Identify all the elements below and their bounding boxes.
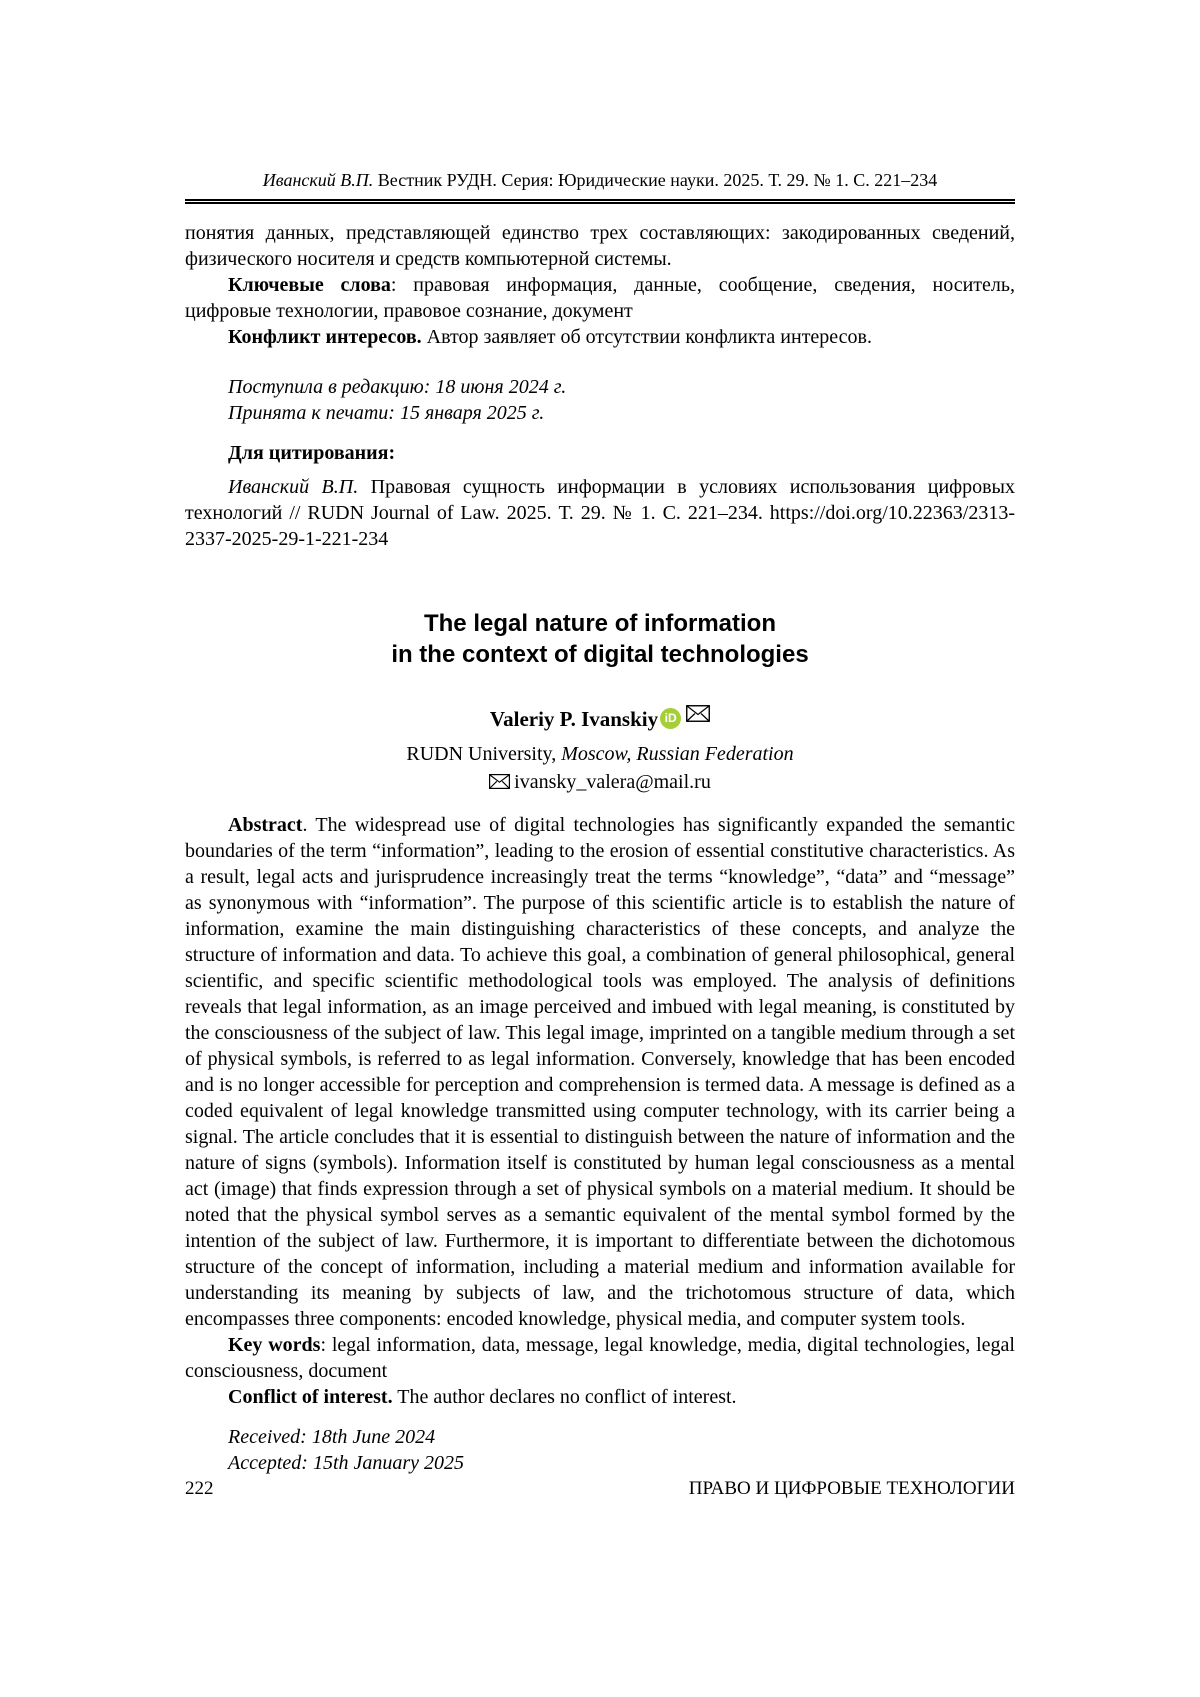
page-footer [185,1478,1015,1500]
citation-text: Правовая сущность информации в условиях использования цифровых технологий // RUDN Journal of Law. 2025. Т. 29. № 1. С. 221–234. https://doi.org/10.22363/2313-2337-2025-29-1-221-234 [185,476,1015,550]
received-en: Received: 18th June 2024 [228,1426,436,1448]
page-content [185,0,1015,1476]
orcid-icon[interactable]: iD [660,708,681,729]
author-name: Valeriy P. Ivanskiy [489,707,659,731]
email-line [185,771,1015,795]
received-ru: Поступила в редакцию: 18 июня 2024 г. [228,376,567,398]
header-rule [185,199,1015,204]
accepted-ru: Принята к печати: 15 января 2025 г. [228,402,545,424]
conflict-en-label: Conflict of interest. [228,1386,393,1408]
author-email-icon[interactable] [686,703,710,728]
conflict-ru-label: Конфликт интересов. [228,326,422,348]
article-title-line2: in the context of digital technologies [391,641,809,668]
email-address[interactable]: ivansky_valera@mail.ru [514,771,711,793]
accepted-en: Accepted: 15th January 2025 [228,1452,465,1474]
abstract-en [185,812,1015,1332]
abstract-ru-continuation: понятия данных, представляющей единство трех составляющих: закодированных сведений, физического носителя и средств компьютерной системы. [185,222,1015,270]
email-icon[interactable] [489,772,510,795]
affiliation-university: RUDN University, [406,743,562,765]
keywords-ru-text: : правовая информация, данные, сообщение, сведения, носитель, цифровые технологии, правовое сознание, документ [185,274,1016,322]
abstract-text: . The widespread use of digital technologies has significantly expanded the semantic boundaries of the term “information”, leading to the erosion of essential constitutive characteristics. As a result, legal acts and jurisprudence increasingly treat the terms “knowledge”, “data” and “message” as synonymous with “information”. The purpose of this scientific article is to establish the nature of information, examine the main distinguishing characteristics of these concepts, and analyze the structure of information and data. To achieve this goal, a combination of general philosophical, general scientific, and specific scientific methodological tools was employed. The analysis of definitions reveals that legal information, as an image perceived and imbued with legal meaning, is constituted by the consciousness of the subject of law. This legal image, imprinted on a tangible medium through a set of physical symbols, is referred to as legal information. Conversely, knowledge that has been encoded and is no longer accessible for perception and comprehension is termed data. A message is defined as a coded equivalent of legal knowledge transmitted using computer technology, with its carrier being a signal. The article concludes that it is essential to distinguish between the nature of information and the nature of signs (symbols). Information itself is constituted by human legal consciousness as a mental act (image) that finds expression through a set of physical symbols on a material medium. It should be noted that the physical symbol serves as a semantic equivalent of the mental symbol formed by the intention of the subject of law. Furthermore, it is important to differentiate between the dichotomous structure of the concept of information, including a material medium and information available for understanding its meaning by subjects of law, and the trichotomous structure of data, which encompasses three components: encoded knowledge, physical media, and computer system tools. [185,814,1015,1330]
running-head-citation: Вестник РУДН. Серия: Юридические науки. 2025. Т. 29. № 1. С. 221–234 [373,170,938,190]
keywords-ru [185,272,1015,324]
citation-paragraph [185,474,1015,552]
affiliation [185,743,1015,766]
citation-heading: Для цитирования: [228,442,396,464]
article-title [185,608,1015,670]
citation-author: Иванский В.П. [228,476,359,498]
running-head-author: Иванский В.П. [262,170,374,190]
conflict-ru [185,324,1015,350]
keywords-en-text: : legal information, data, message, legal knowledge, media, digital technologies, legal consciousness, document [185,1334,1015,1382]
affiliation-location: Moscow, Russian Federation [561,743,794,765]
page-number: 222 [185,1478,214,1499]
conflict-ru-text: Автор заявляет об отсутствии конфликта интересов. [421,326,873,348]
keywords-en [185,1332,1015,1384]
section-title: ПРАВО И ЦИФРОВЫЕ ТЕХНОЛОГИИ [688,1478,1015,1499]
conflict-en [185,1384,1015,1410]
abstract-label: Abstract [228,814,303,836]
article-title-line1: The legal nature of information [423,610,777,637]
keywords-en-label: Key words [228,1334,321,1356]
conflict-en-text: The author declares no conflict of interest. [392,1386,737,1408]
keywords-ru-label: Ключевые слова [228,274,391,296]
author-line [185,703,1015,732]
running-head [185,0,1015,191]
